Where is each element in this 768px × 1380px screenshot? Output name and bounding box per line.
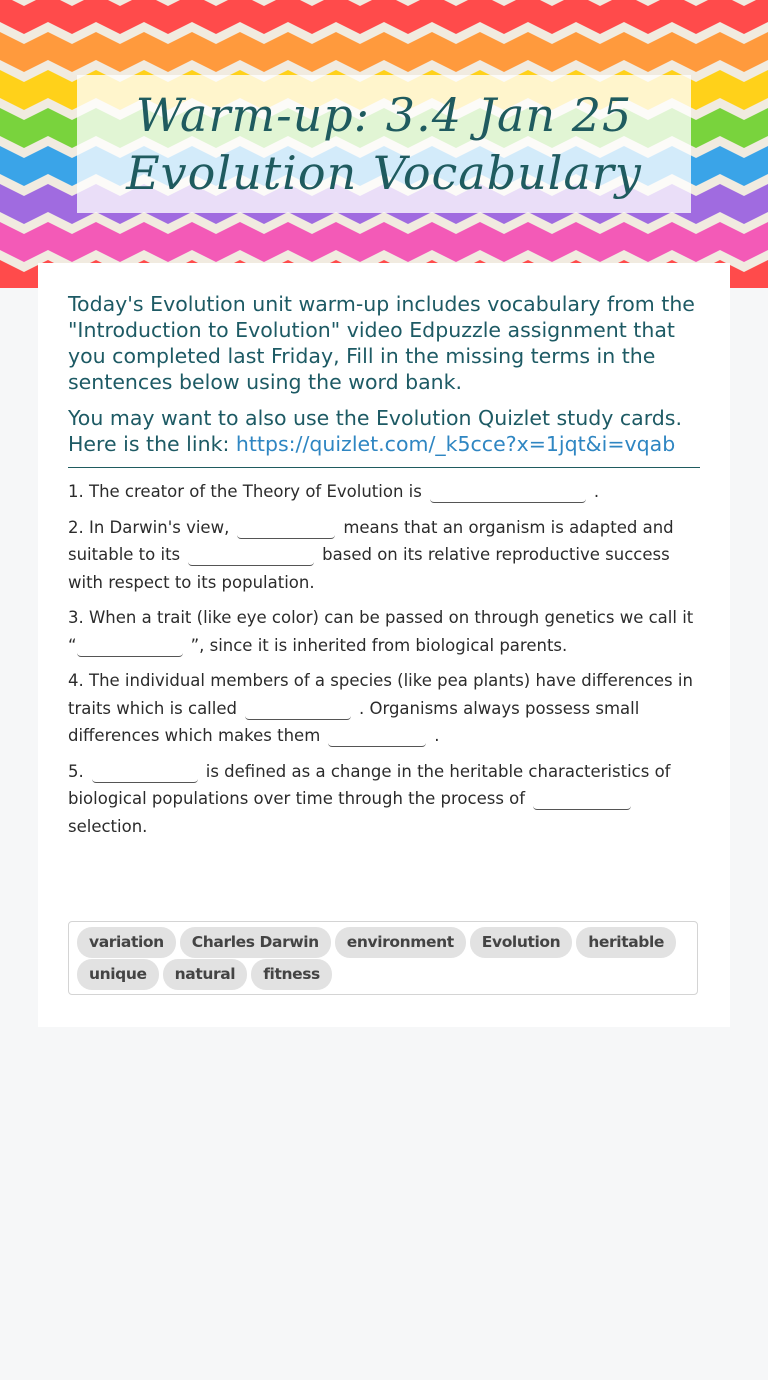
word-chip[interactable]: Evolution <box>470 927 573 958</box>
q3-blank[interactable] <box>77 638 183 657</box>
intro-paragraph: Today's Evolution unit warm-up includes vocabulary from the "Introduction to Evolution" video Edpuzzle assignment that you completed last Friday, Fill in the missing terms in the sentences below using the word bank. <box>68 292 695 394</box>
q5-number: 5. <box>68 761 84 781</box>
question-4 <box>68 667 700 750</box>
word-chip[interactable]: heritable <box>576 927 676 958</box>
q3-text-b: ”, since it is inherited from biological parents. <box>190 635 568 655</box>
page-title-line1: Warm-up: 3.4 Jan 25 <box>135 88 633 142</box>
q3-text-a: 3. When a trait (like eye color) can be passed on through genetics we call it “ <box>68 608 694 655</box>
word-chip[interactable]: fitness <box>251 959 332 990</box>
worksheet-content <box>68 291 700 848</box>
q4-text-b: . Organisms always possess small differences which makes them <box>68 698 640 745</box>
q2-text-c: based on its relative reproductive success with respect to its population. <box>68 545 670 592</box>
q5-blank-1[interactable] <box>92 764 198 783</box>
word-chip[interactable]: unique <box>77 959 159 990</box>
quizlet-text: You may want to also use the Evolution Quizlet study cards. Here is the link: <box>68 406 682 456</box>
q4-blank-1[interactable] <box>245 701 351 720</box>
q2-blank-1[interactable] <box>237 520 335 539</box>
question-2 <box>68 514 700 597</box>
question-5 <box>68 758 700 841</box>
word-chip[interactable]: natural <box>163 959 248 990</box>
word-chip[interactable]: Charles Darwin <box>180 927 331 958</box>
page-title-line2: Evolution Vocabulary <box>126 146 642 200</box>
question-1 <box>68 478 700 506</box>
q2-blank-2[interactable] <box>188 547 314 566</box>
q1-end: . <box>593 482 600 501</box>
q2-text-b: means that an organism is adapted and suitable to its <box>68 517 674 564</box>
divider <box>68 467 700 468</box>
chevron-header-banner <box>0 0 768 288</box>
q1-text: 1. The creator of the Theory of Evolution is <box>68 482 422 501</box>
quizlet-paragraph <box>68 405 700 457</box>
q5-text-c: selection. <box>68 816 148 836</box>
question-3 <box>68 604 700 659</box>
q4-end: . <box>434 726 440 745</box>
q2-text-a: 2. In Darwin's view, <box>68 517 230 537</box>
word-bank <box>68 921 698 995</box>
q4-text-a: 4. The individual members of a species (like pea plants) have differences in traits which is called <box>68 671 693 718</box>
q5-text-b: is defined as a change in the heritable characteristics of biological populations over time through the process of <box>68 761 671 808</box>
word-chip[interactable]: environment <box>335 927 466 958</box>
quizlet-link[interactable]: https://quizlet.com/_k5cce?x=1jqt&i=vqab <box>235 432 676 456</box>
q1-blank[interactable] <box>430 484 586 503</box>
word-chip[interactable]: variation <box>77 927 176 958</box>
title-box <box>77 75 691 213</box>
worksheet-card <box>38 263 730 1027</box>
q5-blank-2[interactable] <box>533 791 631 810</box>
q4-blank-2[interactable] <box>328 728 426 747</box>
